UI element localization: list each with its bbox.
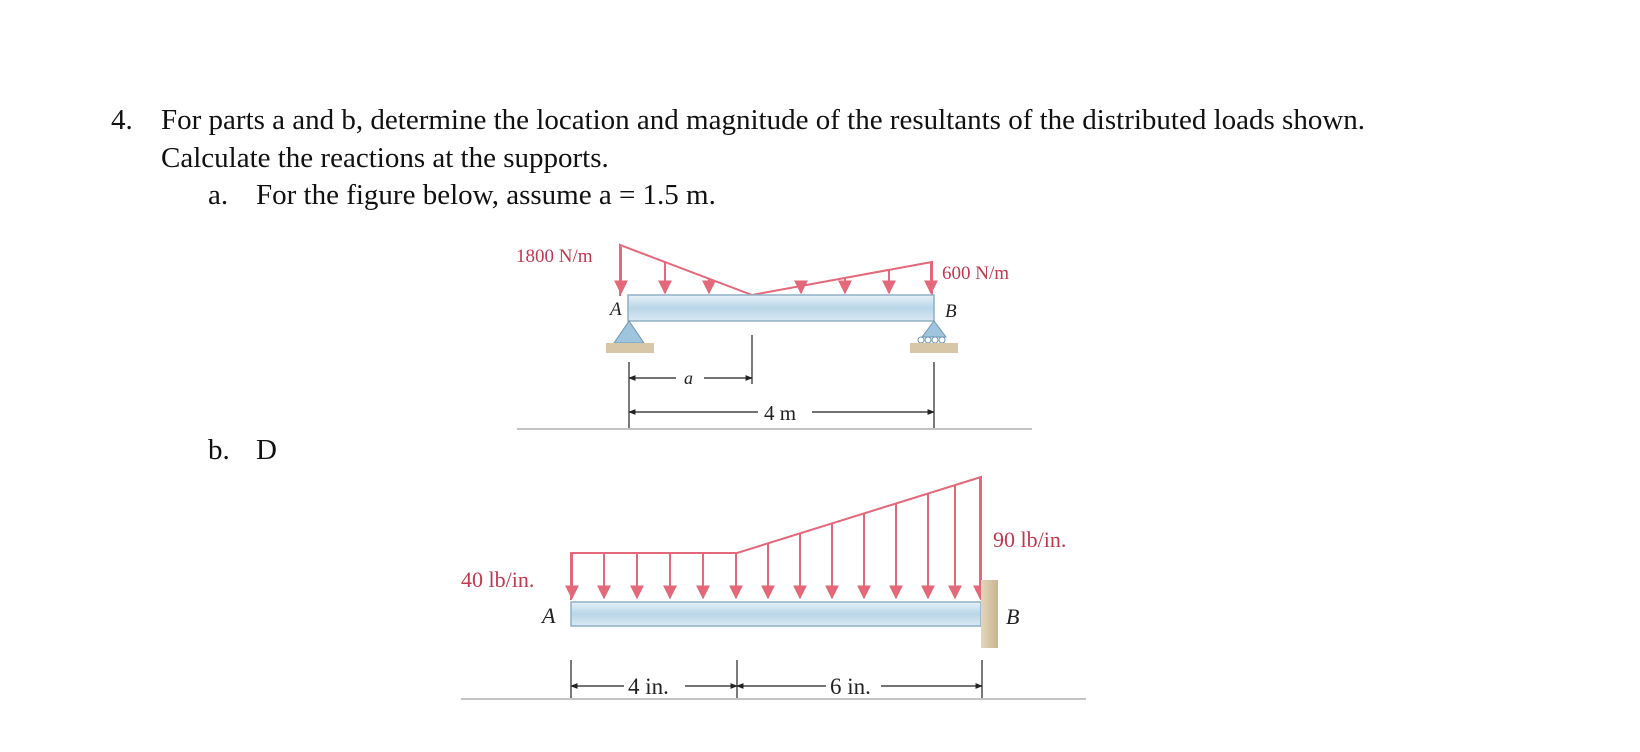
problem-text-line-2: Calculate the reactions at the supports. [161, 142, 609, 174]
rollers-b [918, 337, 945, 343]
part-b-text: D [256, 434, 277, 466]
part-a-text: For the figure below, assume a = 1.5 m. [256, 179, 716, 211]
dim-label-2-b: 6 in. [830, 674, 871, 699]
load-label-right-b: 90 lb/in. [993, 527, 1067, 552]
problem-number: 4. [111, 104, 133, 136]
figure-b [461, 477, 1086, 699]
dim-label-a: a [684, 368, 693, 388]
part-b-marker: b. [208, 434, 230, 466]
support-label-a: A [610, 299, 622, 320]
support-label-b-b: B [1006, 604, 1020, 629]
figure-a [516, 245, 1032, 429]
support-label-b: B [945, 301, 957, 322]
pin-support-a [614, 321, 644, 343]
dim-label-total-a: 4 m [764, 401, 797, 425]
load-diagram-a [620, 245, 932, 296]
dim-label-1-b: 4 in. [628, 674, 669, 699]
load-label-left-a: 1800 N/m [516, 246, 593, 267]
part-a-marker: a. [208, 179, 229, 211]
ground-b [910, 343, 958, 353]
problem-text-line-1: For parts a and b, determine the location and magnitude of the resultants of the distributed loads shown. [161, 104, 1366, 136]
roller-support-b [922, 321, 946, 337]
support-label-a-b: A [542, 603, 556, 628]
wall-support-b [981, 580, 998, 648]
beam-a [628, 295, 934, 321]
beam-b [571, 602, 981, 626]
load-diagram-b [571, 477, 981, 600]
load-label-left-b: 40 lb/in. [461, 567, 535, 592]
ground-a [606, 343, 654, 353]
load-label-right-a: 600 N/m [942, 263, 1010, 284]
